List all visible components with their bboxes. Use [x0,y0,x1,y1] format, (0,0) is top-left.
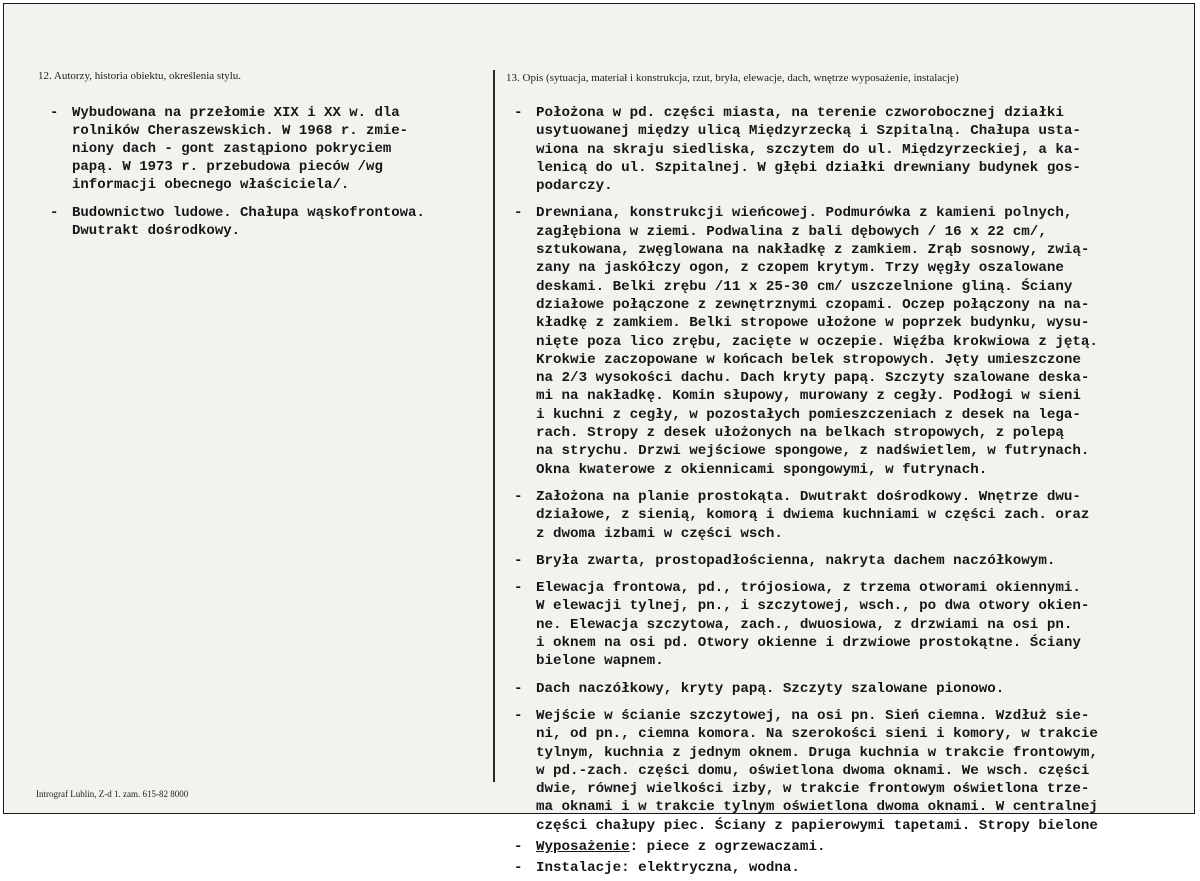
equipment-item [514,838,1200,856]
description-item [514,552,1200,570]
history-item-text: Wybudowana na przełomie XIX i XX w. dla rolników Cheraszewskich. W 1968 r. zmie- niony dach - gont zastąpiono pokryciem papą. W 1973 r. przebudowa pieców /wg informacji obecnego właściciela/. [72,105,409,193]
history-list [50,104,490,250]
description-item [514,579,1200,670]
bullet-dash: - [50,105,59,121]
description-item-text: Założona na planie prostokąta. Dwutrakt dośrodkowy. Wnętrze dwu- działowe, z sienią, komorą i dwiema kuchniami w części zach. oraz z dwoma izbami w części wsch. [536,488,1090,542]
description-item-text: Dach naczółkowy, kryty papą. Szczyty szalowane pionowo. [536,680,1005,697]
description-item [514,488,1200,543]
description-item-text: Drewniana, konstrukcji wieńcowej. Podmurówka z kamieni polnych, zagłębiona w ziemi. Podwalina z bali dębowych / 16 x 22 cm/, sztukowana, zwęglowana na nakładkę z zamkiem. Zrąb sosnowy, zwią- zany na jaskółczy ogon, z czopem krytym. Trzy węgły oszalowane deskami. Belki zrębu /11 x 25-30 cm/ uszczelnione gliną. Ściany działowe połączone z zewnętrznymi czopami. Oczep połączony na na- kładkę z zamkiem. Belki stropowe ułożone w poprzek budynku, wysu- nięte poza lico zrębu, zacięte w oczepie. Więźba krokwiowa z jętą. Krokwie zaczopowane w końcach belek stropowych. Jęty umieszczone na 2/3 wysokości dachu. Dach kryty papą. Szczyty szalowane deska- mi na nakładkę. Komin słupowy, murowany z cegły. Podłogi w sieni i kuchni z cegły, w pozostałych pomieszczeniach z desek na lega- rach. Stropy z desek ułożonych na belkach stropowych, z polepą na strychu. Drzwi wejściowe spongowe, z nadświetlem, w futrynach. Okna kwaterowe z okiennicami spongowymi, w futrynach. [536,205,1098,478]
bullet-dash: - [514,707,523,724]
equipment-label: Wyposażenie [536,838,630,855]
description-item [514,680,1200,698]
description-item [514,707,1200,835]
description-item [514,104,1200,195]
section-12-header: 12. Autorzy, historia obiektu, określenia stylu. [38,70,242,82]
bullet-dash: - [514,488,523,505]
history-item [50,104,490,194]
record-card [3,3,1195,877]
bullet-dash: - [514,860,523,877]
description-item-text: Bryła zwarta, prostopadłościenna, nakryta dachem naczółkowym. [536,552,1056,569]
equipment-value: : piece z ogrzewaczami. [629,838,826,855]
bullet-dash: - [514,552,523,569]
history-item [50,204,490,240]
bullet-dash: - [514,680,523,697]
printer-imprint: Intrograf Lublin, Z-d 1. zam. 615-82 8000 [36,789,189,799]
installations-item [514,859,1200,877]
description-item-text: Wejście w ścianie szczytowej, na osi pn. Sień ciemna. Wzdłuż sie- ni, od pn., ciemna komora. Na szerokości sieni i komory, w trakcie tylnym, kuchnia z jednym oknem. Druga kuchnia w trakcie frontowym, w pd.-zach. części domu, oświetlona dwoma oknami. We wsch. części dwie, równej wielkości izby, w trakcie frontowym oświetlona trze- ma oknami i w trakcie tylnym oświetlona dwoma oknami. W centralnej części chałupy piec. Ściany z papierowymi tapetami. Stropy bielone [536,707,1098,834]
description-item [514,204,1200,478]
installations-text: Instalacje: elektryczna, wodna. [536,860,800,877]
equipment-text [536,838,1200,856]
description-item-text: Elewacja frontowa, pd., trójosiowa, z trzema otworami okiennymi. W elewacji tylnej, pn., i szczytowej, wsch., po dwa otwory okien- ne. Elewacja szczytowa, zach., dwuosiowa, z drzwiami na osi pn. i oknem na osi pd. Otwory okienne i drzwiowe prostokątne. Ściany bielone wapnem. [536,580,1090,670]
bullet-dash: - [514,838,523,855]
bullet-dash: - [514,580,523,597]
history-item-text: Budownictwo ludowe. Chałupa wąskofrontowa. Dwutrakt dośrodkowy. [72,205,425,239]
bullet-dash: - [50,205,59,221]
column-divider [493,70,495,782]
description-list [514,104,1200,881]
description-item-text: Położona w pd. części miasta, na terenie czworobocznej działki usytuowanej między ulicą Międzyrzecką i Szpitalną. Chałupa usta- wiona na skraju siedliska, szczytem do ul. Międzyrzeckiej, a ka- lenicą do ul. Szpitalnej. W głębi działki drewniany budynek gos- podarczy. [536,105,1081,195]
section-13-header: 13. Opis (sytuacja, materiał i konstrukcja, rzut, bryła, elewacje, dach, wnętrze wyposażenie, instalacje) [506,72,959,84]
bullet-dash: - [514,105,523,121]
bullet-dash: - [514,205,523,222]
